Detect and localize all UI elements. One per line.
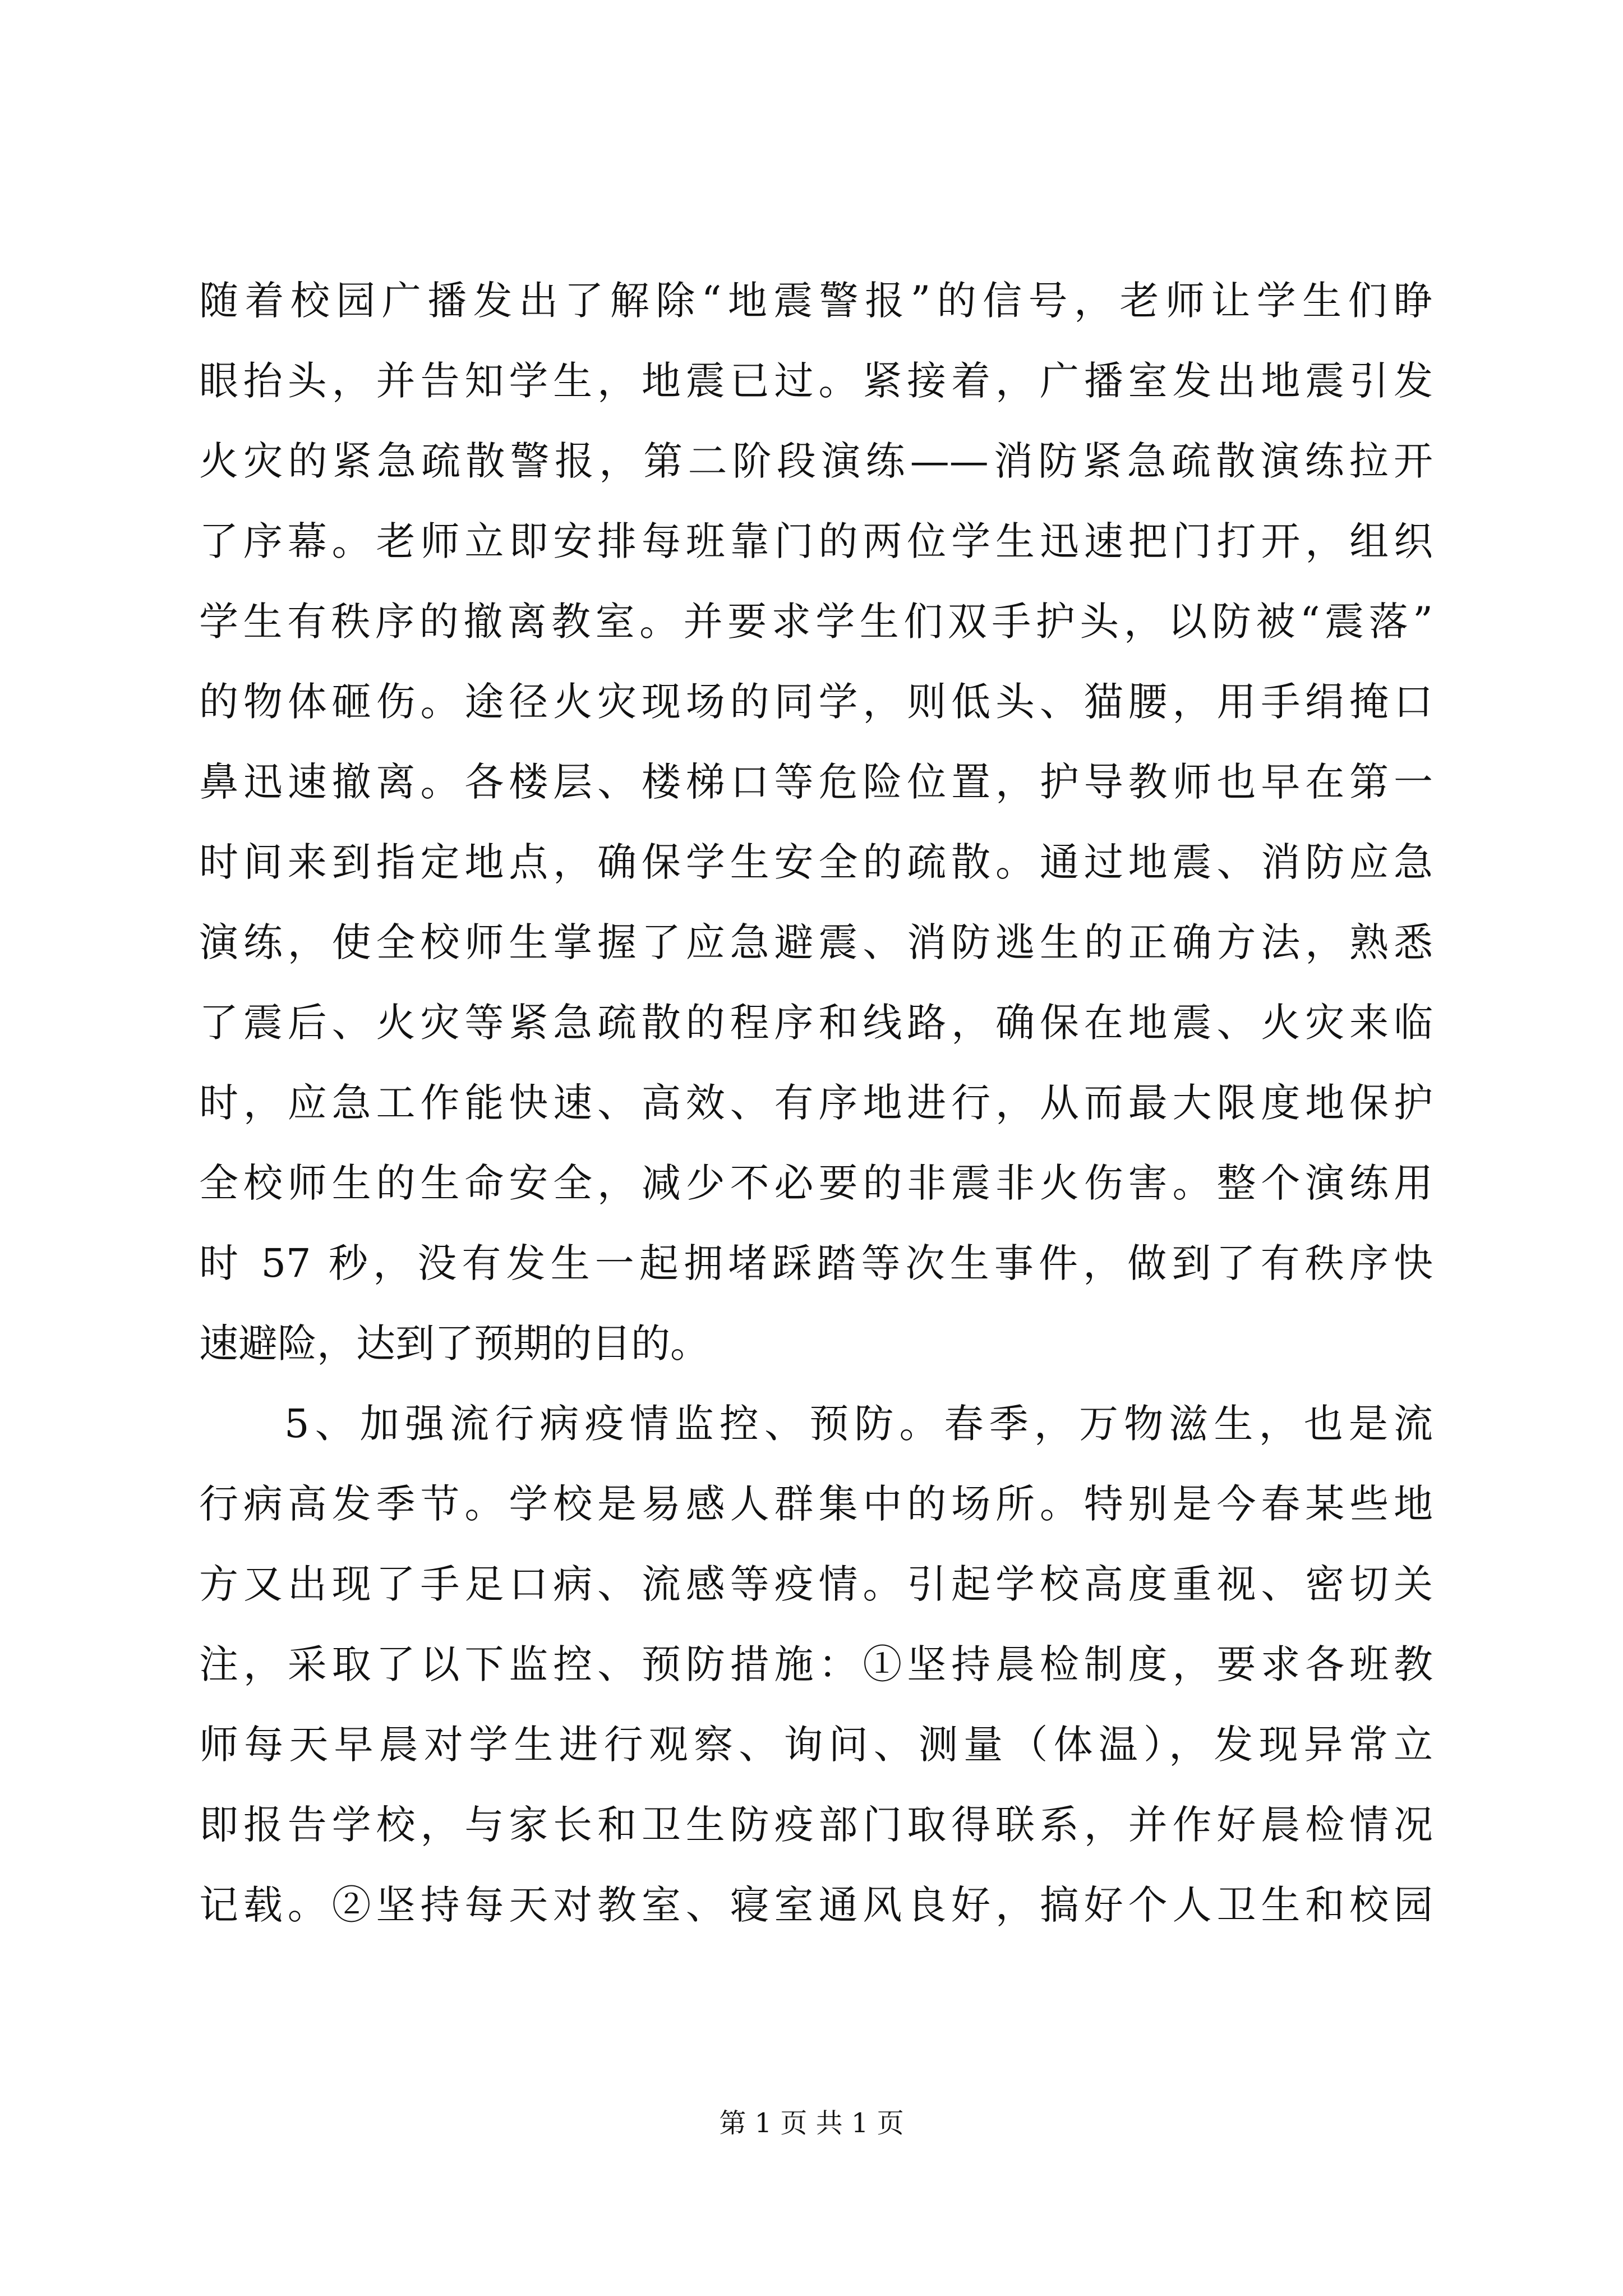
text-line: 记载。②坚持每天对教室、寝室通风良好，搞好个人卫生和校园: [199, 1882, 1433, 1928]
text-line: 鼻迅速撤离。各楼层、楼梯口等危险位置，护导教师也早在第一: [199, 759, 1433, 805]
text-line: 方又出现了手足口病、流感等疫情。引起学校高度重视、密切关: [199, 1561, 1433, 1607]
text-line: 了序幕。老师立即安排每班靠门的两位学生迅速把门打开，组织: [199, 518, 1433, 564]
text-line: 行病高发季节。学校是易感人群集中的场所。特别是今春某些地: [199, 1481, 1433, 1527]
text-line: 时 57 秒，没有发生一起拥堵踩踏等次生事件，做到了有秩序快: [199, 1240, 1433, 1286]
text-line: 时，应急工作能快速、高效、有序地进行，从而最大限度地保护: [199, 1080, 1433, 1126]
page-footer: [0, 2106, 1623, 2140]
paragraph: [199, 1384, 1433, 1945]
text-line: 全校师生的生命安全，减少不必要的非震非火伤害。整个演练用: [199, 1160, 1433, 1206]
text-line: 师每天早晨对学生进行观察、询问、测量（体温），发现异常立: [199, 1722, 1433, 1768]
text-line: 演练，使全校师生掌握了应急避震、消防逃生的正确方法，熟悉: [199, 919, 1433, 965]
text-line: 学生有秩序的撤离教室。并要求学生们双手护头，以防被“震落”: [199, 599, 1433, 645]
text-line: 随着校园广播发出了解除“地震警报”的信号，老师让学生们睁: [199, 278, 1433, 324]
page-number: 第 1 页 共 1 页: [719, 2108, 904, 2139]
body-text: [199, 261, 1433, 1945]
text-line: 速避险，达到了预期的目的。: [199, 1320, 709, 1366]
text-line: 火灾的紧急疏散警报，第二阶段演练——消防紧急疏散演练拉开: [199, 438, 1433, 484]
text-line: 了震后、火灾等紧急疏散的程序和线路，确保在地震、火灾来临: [199, 1000, 1433, 1046]
text-line: 注，采取了以下监控、预防措施：①坚持晨检制度，要求各班教: [199, 1641, 1433, 1687]
text-line: 时间来到指定地点，确保学生安全的疏散。通过地震、消防应急: [199, 839, 1433, 885]
text-line: 5、加强流行病疫情监控、预防。春季，万物滋生，也是流: [284, 1401, 1433, 1447]
text-line: 即报告学校，与家长和卫生防疫部门取得联系，并作好晨检情况: [199, 1802, 1433, 1848]
paragraph: [199, 261, 1433, 1384]
text-line: 眼抬头，并告知学生，地震已过。紧接着，广播室发出地震引发: [199, 358, 1433, 404]
text-line: 的物体砸伤。途径火灾现场的同学，则低头、猫腰，用手绢掩口: [199, 679, 1433, 725]
